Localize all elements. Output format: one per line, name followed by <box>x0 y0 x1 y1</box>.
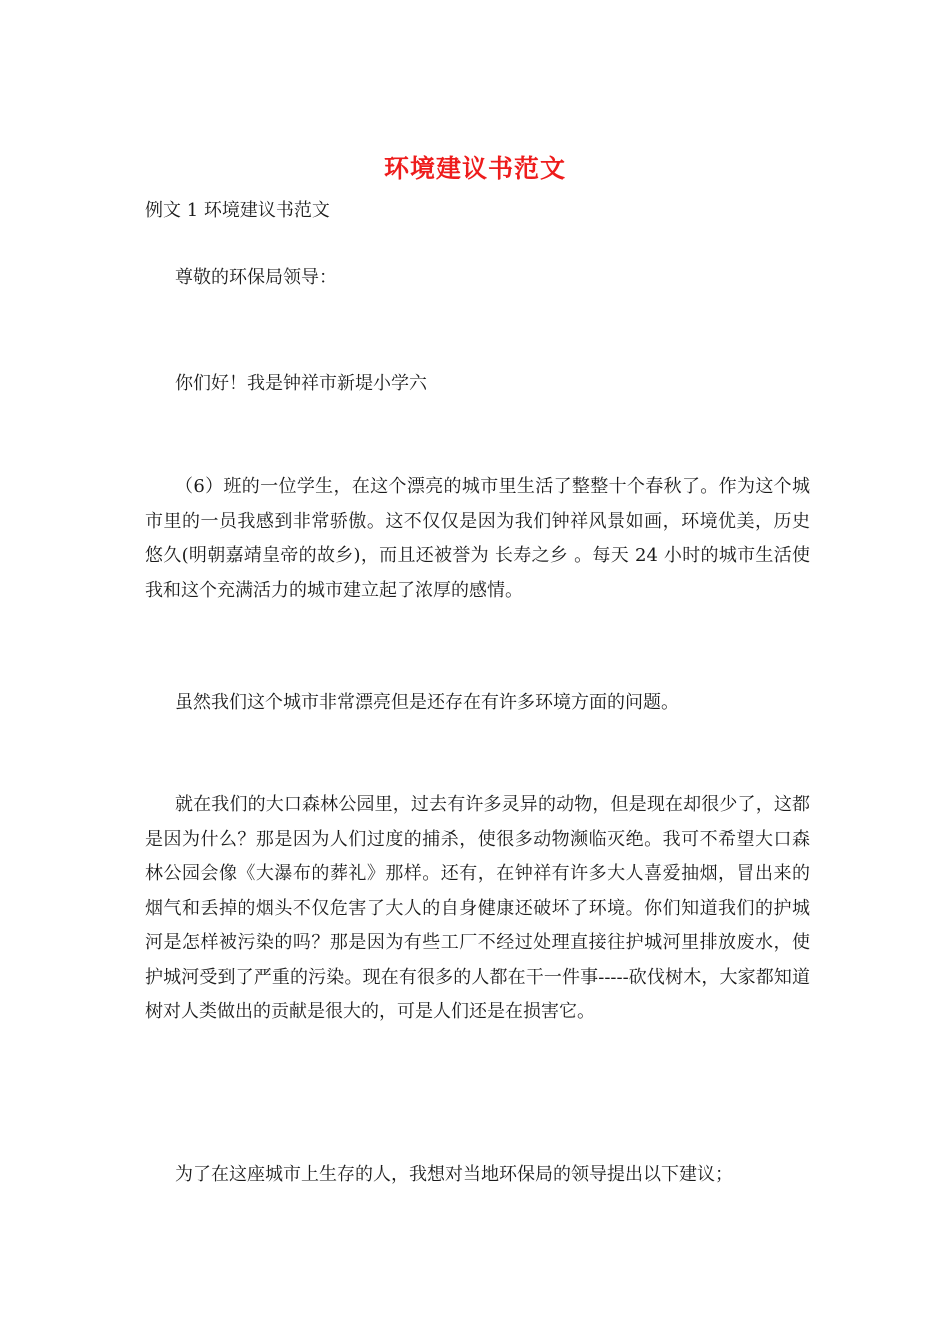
paragraph-suggestions-intro: 为了在这座城市上生存的人，我想对当地环保局的领导提出以下建议； <box>175 1164 733 1185</box>
paragraph-intro: （6）班的一位学生，在这个漂亮的城市里生活了整整十个春秋了。作为这个城市里的一员我感到非常骄傲。这不仅仅是因为我们钟祥风景如画，环境优美，历史悠久(明朝嘉靖皇帝的故乡)，而且还被誉为 长寿之乡 。每天 24 小时的城市生活使我和这个充满活力的城市建立起了浓厚的感情。 <box>145 476 810 601</box>
document-subtitle: 例文 1 环境建议书范文 <box>145 200 330 221</box>
greeting: 你们好！我是钟祥市新堤小学六 <box>175 373 427 394</box>
paragraph-problem-statement: 虽然我们这个城市非常漂亮但是还存在有许多环境方面的问题。 <box>175 692 679 713</box>
paragraph-problems-detail: 就在我们的大口森林公园里，过去有许多灵异的动物，但是现在却很少了，这都是因为什么？那是因为人们过度的捕杀，使很多动物濒临灭绝。我可不希望大口森林公园会像《大瀑布的葬礼》那样。还有，在钟祥有许多大人喜爱抽烟，冒出来的烟气和丢掉的烟头不仅危害了大人的自身健康还破坏了环境。你们知道我们的护城河是怎样被污染的吗？那是因为有些工厂不经过处理直接往护城河里排放废水，使护城河受到了严重的污染。现在有很多的人都在干一件事-----砍伐树木，大家都知道树对人类做出的贡献是很大的，可是人们还是在损害它。 <box>145 794 810 1022</box>
salutation: 尊敬的环保局领导： <box>175 267 337 288</box>
document-title: 环境建议书范文 <box>383 154 566 183</box>
